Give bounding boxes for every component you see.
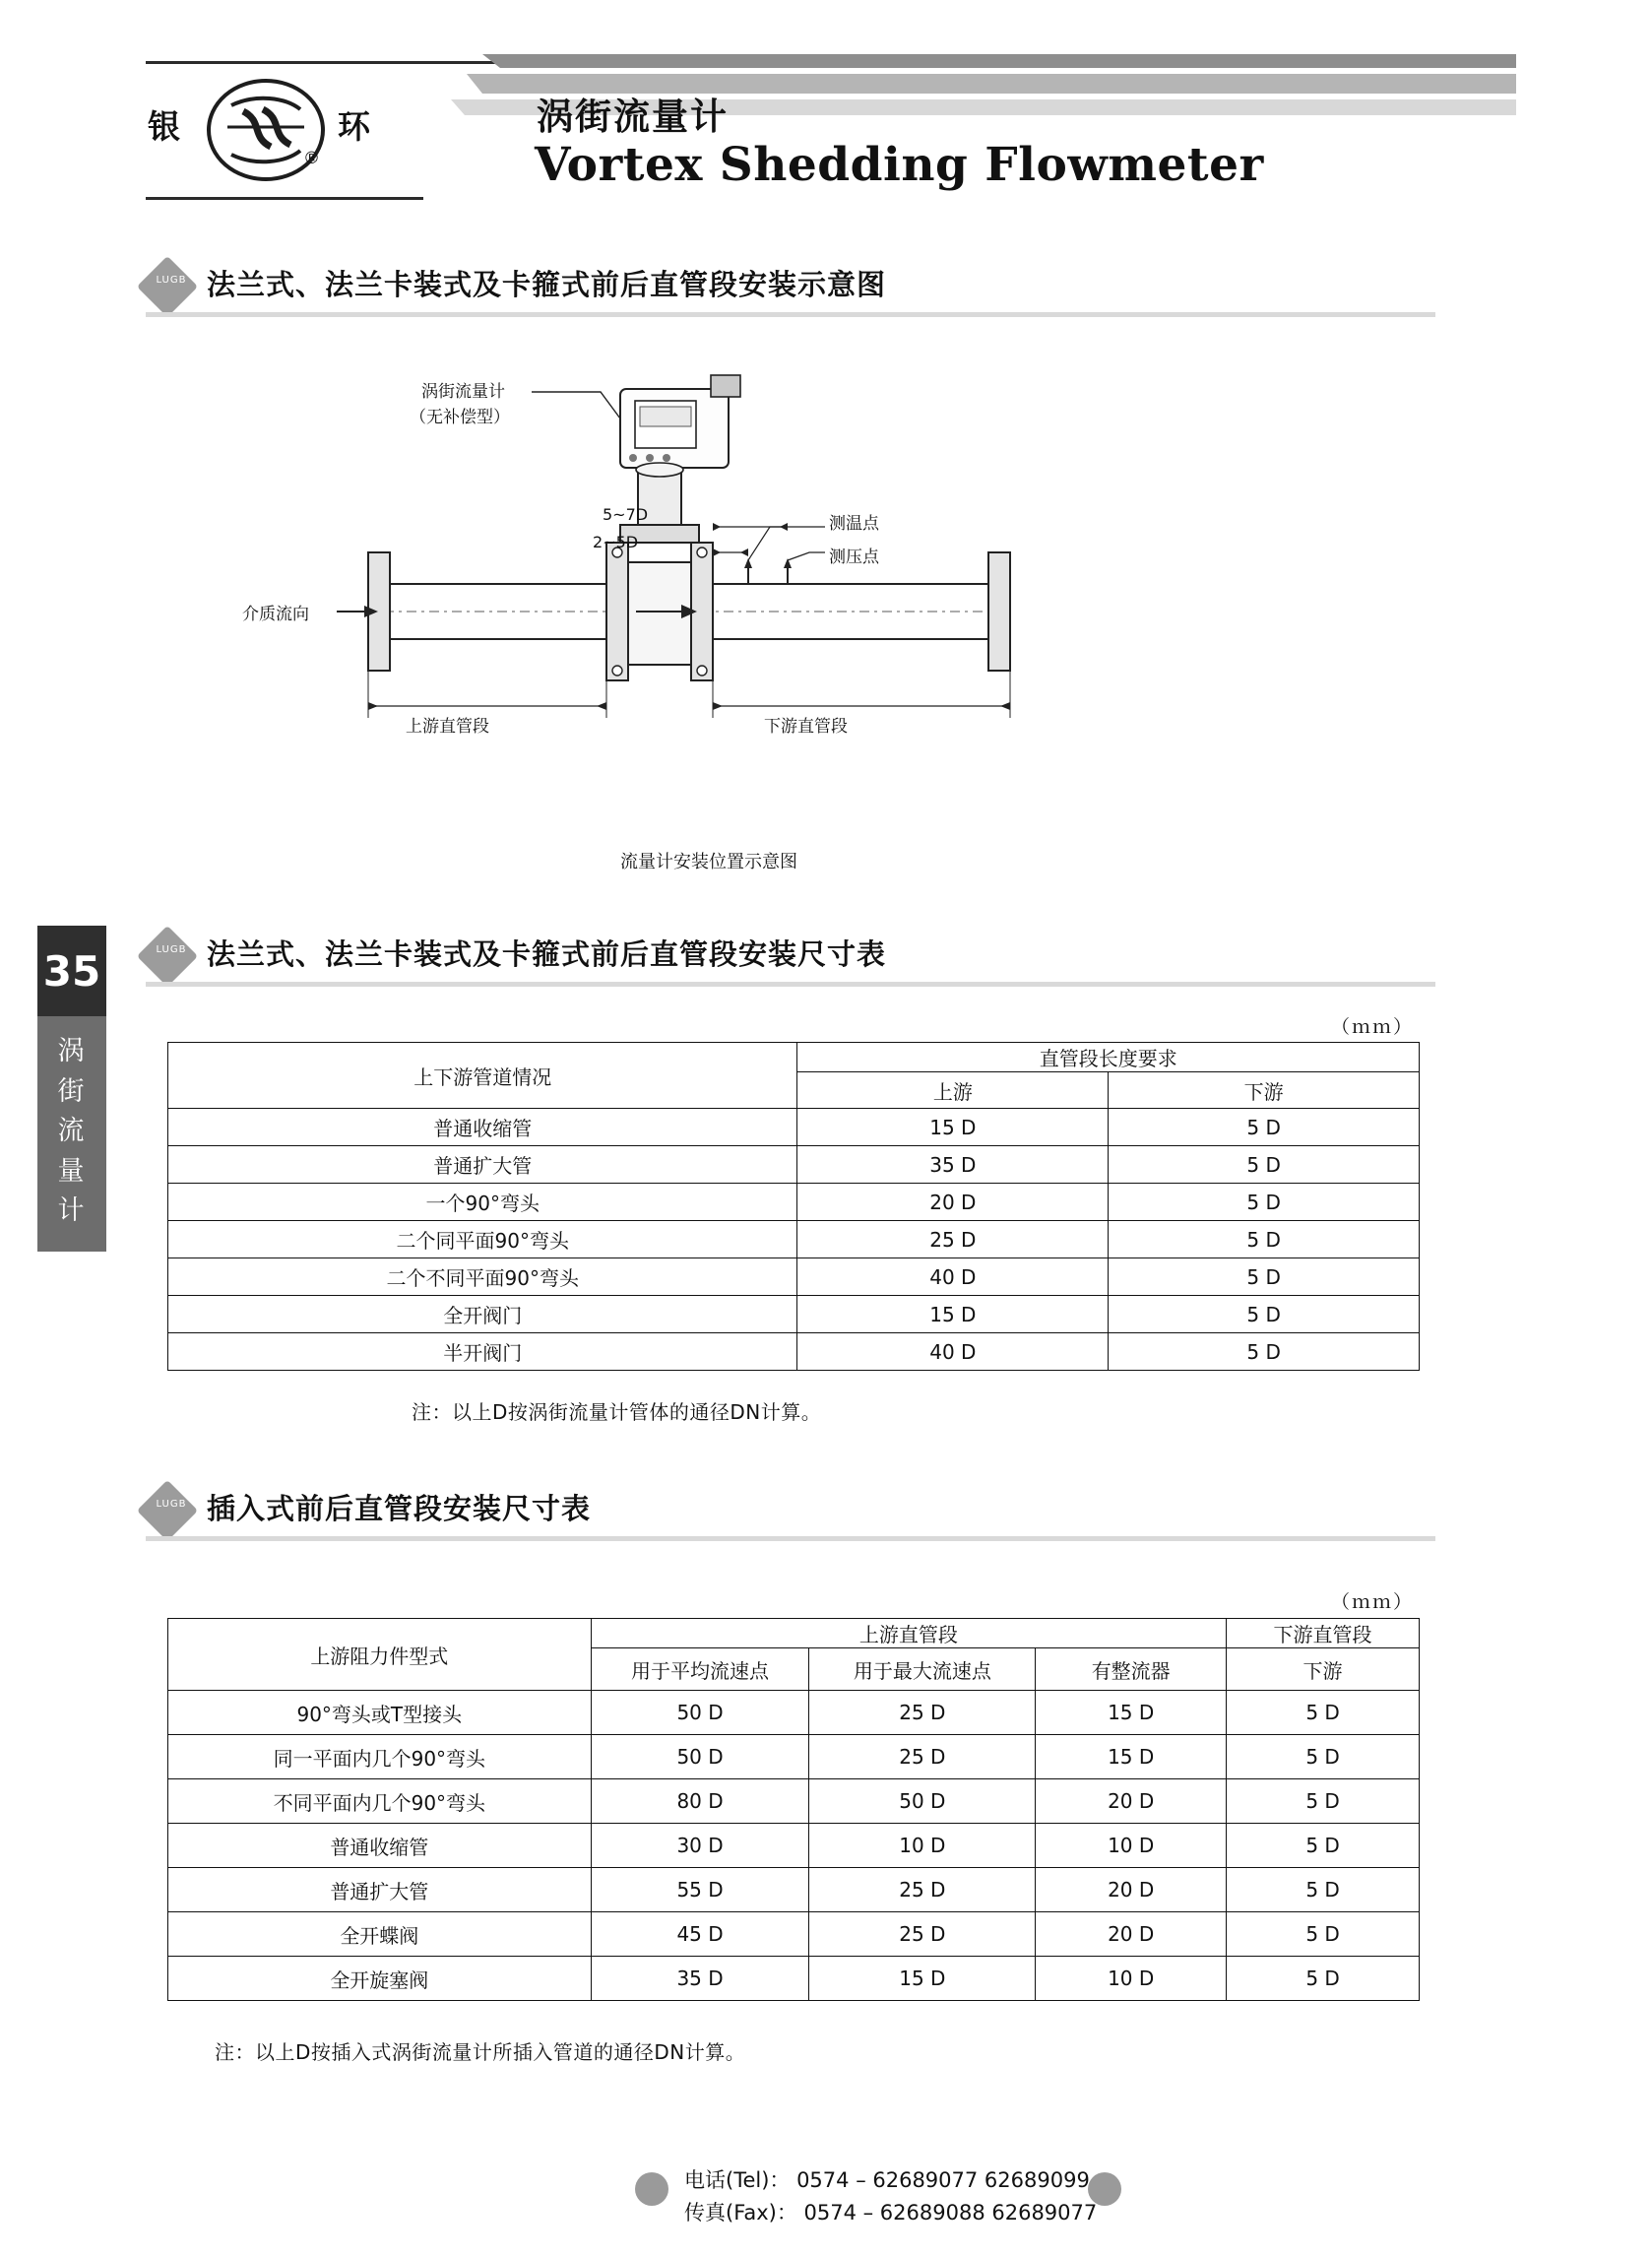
- cell-type: 普通扩大管: [168, 1868, 592, 1912]
- side-tab-char-2: 流: [57, 1116, 87, 1146]
- table1-note: 注：以上D按涡街流量计管体的通径DN计算。: [412, 1400, 822, 1424]
- cell-upstream: 25 D: [797, 1221, 1109, 1258]
- table-row: [168, 1184, 1420, 1221]
- table-row: [168, 1109, 1420, 1146]
- section-badge-icon: [137, 926, 198, 987]
- table2-unit-label: （ｍｍ）: [1331, 1591, 1415, 1613]
- cell-type: 不同平面内几个90°弯头: [168, 1779, 592, 1824]
- cell-upstream: 35 D: [797, 1146, 1109, 1184]
- table-row: [168, 1779, 1420, 1824]
- section-badge-label: LUGB: [156, 944, 187, 955]
- cell-avg: 50 D: [591, 1691, 809, 1735]
- cell-upstream: 40 D: [797, 1333, 1109, 1371]
- cell-type: 同一平面内几个90°弯头: [168, 1735, 592, 1779]
- table-row: [168, 1333, 1420, 1371]
- cell-upstream: 15 D: [797, 1296, 1109, 1333]
- table-row: [168, 1912, 1420, 1957]
- cell-downstream: 5 D: [1227, 1824, 1420, 1868]
- label-upstream-section: 上游直管段: [406, 717, 489, 737]
- footer-telephone: 电话(Tel)： 0574 – 62689077 62689099: [684, 2168, 1090, 2192]
- page-footer: [0, 2147, 1652, 2235]
- cell-straightener: 20 D: [1036, 1912, 1227, 1957]
- cell-type: 普通收缩管: [168, 1824, 592, 1868]
- cell-downstream: 5 D: [1227, 1691, 1420, 1735]
- cell-type: 全开蝶阀: [168, 1912, 592, 1957]
- cell-avg: 45 D: [591, 1912, 809, 1957]
- th-downstream: 下游: [1109, 1072, 1420, 1109]
- cell-avg: 35 D: [591, 1957, 809, 2001]
- cell-max: 25 D: [809, 1691, 1036, 1735]
- th-max-velocity: 用于最大流速点: [809, 1648, 1036, 1691]
- cell-straightener: 20 D: [1036, 1779, 1227, 1824]
- cell-straightener: 10 D: [1036, 1824, 1227, 1868]
- cell-downstream: 5 D: [1109, 1109, 1420, 1146]
- cell-max: 25 D: [809, 1735, 1036, 1779]
- cell-downstream: 5 D: [1109, 1296, 1420, 1333]
- table-row: [168, 1957, 1420, 2001]
- contact-info: [684, 2164, 1097, 2228]
- cell-avg: 50 D: [591, 1735, 809, 1779]
- cell-downstream: 5 D: [1227, 1735, 1420, 1779]
- side-tab-char-3: 量: [57, 1155, 87, 1187]
- side-tab-char-4: 计: [57, 1195, 87, 1226]
- flange-straight-pipe-table: [167, 1042, 1420, 1371]
- registered-trademark-icon: ®: [303, 149, 320, 168]
- cell-downstream: 5 D: [1109, 1221, 1420, 1258]
- logo-text-left: 银: [148, 107, 181, 146]
- cell-downstream: 5 D: [1227, 1868, 1420, 1912]
- cell-straightener: 15 D: [1036, 1691, 1227, 1735]
- label-pressure-point: 测压点: [829, 548, 879, 567]
- section-heading-diagram: [146, 261, 1435, 324]
- side-tab-char-1: 街: [57, 1075, 87, 1107]
- table-row: [168, 1691, 1420, 1735]
- logo-text-right: 环: [338, 107, 371, 146]
- th-condition: 上下游管道情况: [168, 1043, 797, 1109]
- table-row: [168, 1221, 1420, 1258]
- cell-downstream: 5 D: [1109, 1333, 1420, 1371]
- cell-straightener: 15 D: [1036, 1735, 1227, 1779]
- cell-condition: 全开阀门: [168, 1296, 797, 1333]
- cell-type: 90°弯头或T型接头: [168, 1691, 592, 1735]
- cell-type: 全开旋塞阀: [168, 1957, 592, 2001]
- cell-downstream: 5 D: [1227, 1912, 1420, 1957]
- page-number: 35: [37, 926, 106, 1016]
- label-downstream-section: 下游直管段: [764, 717, 848, 737]
- section-underline: [146, 1536, 1435, 1541]
- cell-condition: 二个不同平面90°弯头: [168, 1258, 797, 1296]
- diagram-drawing-icon: [325, 359, 1093, 852]
- section-badge-icon: [137, 1480, 198, 1541]
- side-tab-char-0: 涡: [57, 1036, 87, 1066]
- table-row: [168, 1824, 1420, 1868]
- section-badge-icon: [137, 256, 198, 317]
- cell-downstream: 5 D: [1109, 1258, 1420, 1296]
- label-device-line2: （无补偿型）: [410, 408, 510, 427]
- cell-avg: 55 D: [591, 1868, 809, 1912]
- cell-max: 25 D: [809, 1912, 1036, 1957]
- cell-max: 15 D: [809, 1957, 1036, 2001]
- label-temperature-point: 测温点: [829, 514, 879, 534]
- page-header: [0, 0, 1652, 226]
- th-length-group: 直管段长度要求: [797, 1043, 1420, 1072]
- section-title: 法兰式、法兰卡装式及卡箍式前后直管段安装示意图: [207, 268, 887, 301]
- cell-condition: 半开阀门: [168, 1333, 797, 1371]
- table-row: [168, 1146, 1420, 1184]
- page-title-cn: 涡街流量计: [537, 96, 729, 138]
- th-downstream: 下游: [1227, 1648, 1420, 1691]
- th-upstream: 上游: [797, 1072, 1109, 1109]
- side-tab: [37, 926, 106, 1252]
- cell-condition: 二个同平面90°弯头: [168, 1221, 797, 1258]
- section-underline: [146, 982, 1435, 987]
- th-flow-straightener: 有整流器: [1036, 1648, 1227, 1691]
- section-title: 插入式前后直管段安装尺寸表: [207, 1492, 592, 1525]
- cell-condition: 普通扩大管: [168, 1146, 797, 1184]
- diagram-caption: 流量计安装位置示意图: [620, 852, 797, 872]
- section-heading-table2: [146, 1485, 1435, 1548]
- insertion-straight-pipe-table: [167, 1618, 1420, 2001]
- label-2-5d: 2~5D: [593, 533, 639, 551]
- cell-upstream: 15 D: [797, 1109, 1109, 1146]
- th-upstream-group: 上游直管段: [591, 1619, 1226, 1648]
- installation-diagram: [242, 359, 1093, 872]
- label-flow-direction: 介质流向: [242, 605, 309, 624]
- cell-upstream: 40 D: [797, 1258, 1109, 1296]
- side-tab-label: [37, 1016, 106, 1252]
- th-downstream-group: 下游直管段: [1227, 1619, 1420, 1648]
- cell-max: 25 D: [809, 1868, 1036, 1912]
- table-row: [168, 1258, 1420, 1296]
- cell-max: 10 D: [809, 1824, 1036, 1868]
- section-title: 法兰式、法兰卡装式及卡箍式前后直管段安装尺寸表: [207, 937, 887, 971]
- cell-downstream: 5 D: [1227, 1957, 1420, 2001]
- th-resistance-type: 上游阻力件型式: [168, 1619, 592, 1691]
- label-5-7d: 5~7D: [603, 505, 649, 524]
- section-underline: [146, 312, 1435, 317]
- table-row: [168, 1735, 1420, 1779]
- table-header-row: [168, 1619, 1420, 1648]
- section-badge-label: LUGB: [156, 275, 187, 286]
- cell-straightener: 10 D: [1036, 1957, 1227, 2001]
- label-device-line1: 涡街流量计: [421, 382, 505, 402]
- table-row: [168, 1296, 1420, 1333]
- cell-avg: 80 D: [591, 1779, 809, 1824]
- cell-max: 50 D: [809, 1779, 1036, 1824]
- cell-upstream: 20 D: [797, 1184, 1109, 1221]
- table-header-row: [168, 1043, 1420, 1072]
- th-average-velocity: 用于平均流速点: [591, 1648, 809, 1691]
- company-logo: [146, 54, 441, 192]
- table2-note: 注：以上D按插入式涡街流量计所插入管道的通径DN计算。: [215, 2040, 746, 2064]
- cell-straightener: 20 D: [1036, 1868, 1227, 1912]
- cell-avg: 30 D: [591, 1824, 809, 1868]
- footer-fax: 传真(Fax)： 0574 – 62689088 62689077: [684, 2200, 1098, 2225]
- cell-condition: 一个90°弯头: [168, 1184, 797, 1221]
- cell-downstream: 5 D: [1109, 1184, 1420, 1221]
- table-row: [168, 1868, 1420, 1912]
- section-badge-label: LUGB: [156, 1499, 187, 1510]
- footer-dot-left-icon: [635, 2172, 668, 2206]
- cell-condition: 普通收缩管: [168, 1109, 797, 1146]
- table1-unit-label: （ｍｍ）: [1331, 1016, 1415, 1038]
- cell-downstream: 5 D: [1227, 1779, 1420, 1824]
- section-heading-table1: [146, 931, 1435, 994]
- cell-downstream: 5 D: [1109, 1146, 1420, 1184]
- page-title-en: Vortex Shedding Flowmeter: [535, 138, 1264, 192]
